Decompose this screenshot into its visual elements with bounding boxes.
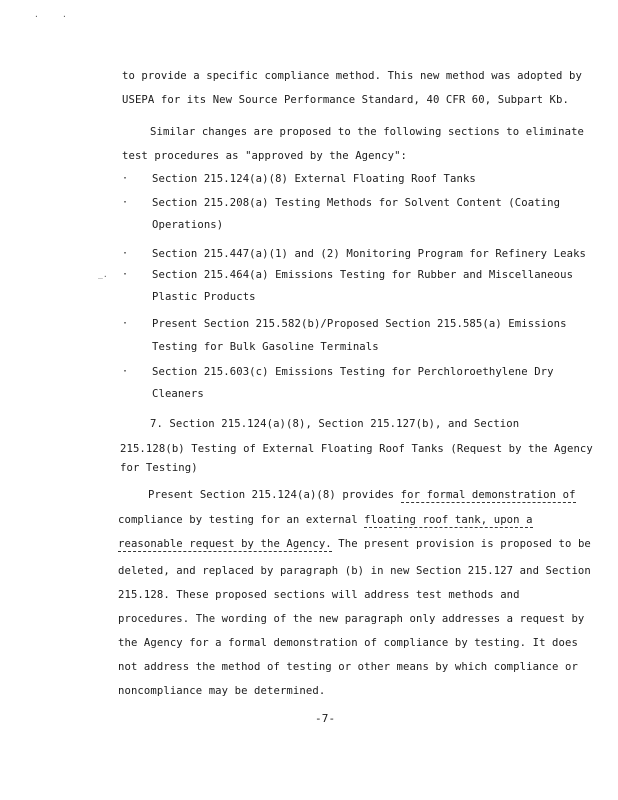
paragraph-3-line bbox=[118, 514, 533, 526]
scan-mark: · bbox=[34, 12, 39, 21]
bullet-item: Section 215.464(a) Emissions Testing for Rubber and Miscellaneous bbox=[152, 269, 574, 281]
paragraph-3-line bbox=[148, 489, 576, 501]
paragraph-3-line: noncompliance may be determined. bbox=[118, 685, 326, 697]
page-number: -7- bbox=[315, 712, 336, 725]
scan-mark: _. bbox=[98, 270, 108, 279]
underlined-phrase: reasonable request by the Agency. bbox=[118, 538, 332, 550]
underlined-phrase: for formal demonstration of bbox=[400, 489, 576, 501]
bullet-item: Section 215.124(a)(8) External Floating Roof Tanks bbox=[152, 173, 476, 185]
bullet-item: Section 215.447(a)(1) and (2) Monitoring Program for Refinery Leaks bbox=[152, 248, 587, 260]
bullet-dot: · bbox=[122, 173, 129, 184]
paragraph-3-line: procedures. The wording of the new paragraph only addresses a request by bbox=[118, 613, 585, 625]
paragraph-3-line: deleted, and replaced by paragraph (b) in new Section 215.127 and Section bbox=[118, 565, 591, 577]
bullet-item-continuation: Cleaners bbox=[152, 388, 204, 400]
bullet-dot: · bbox=[122, 318, 129, 329]
bullet-item-continuation: Testing for Bulk Gasoline Terminals bbox=[152, 341, 379, 353]
paragraph-1-line: to provide a specific compliance method. This new method was adopted by bbox=[122, 70, 582, 82]
item-7-heading: 7. Section 215.124(a)(8), Section 215.127(b), and Section bbox=[150, 418, 520, 430]
item-7-heading: for Testing) bbox=[120, 462, 198, 474]
item-7-heading: 215.128(b) Testing of External Floating Roof Tanks (Request by the Agency bbox=[120, 443, 593, 455]
paragraph-2-line: Similar changes are proposed to the following sections to eliminate bbox=[150, 126, 585, 138]
paragraph-3-text: The present provision is proposed to be bbox=[331, 538, 591, 550]
bullet-item: Section 215.603(c) Emissions Testing for Perchloroethylene Dry bbox=[152, 366, 554, 378]
bullet-item: Present Section 215.582(b)/Proposed Section 215.585(a) Emissions bbox=[152, 318, 567, 330]
bullet-dot: · bbox=[122, 197, 129, 208]
paragraph-3-line: the Agency for a formal demonstration of compliance by testing. It does bbox=[118, 637, 578, 649]
scan-mark: · bbox=[62, 12, 67, 21]
bullet-dot: · bbox=[122, 366, 129, 377]
underlined-phrase: floating roof tank, upon a bbox=[364, 514, 533, 526]
bullet-dot: · bbox=[122, 269, 129, 280]
paragraph-3-line bbox=[118, 538, 591, 550]
bullet-item-continuation: Plastic Products bbox=[152, 291, 256, 303]
paragraph-3-line: not address the method of testing or other means by which compliance or bbox=[118, 661, 578, 673]
paragraph-1-line: USEPA for its New Source Performance Standard, 40 CFR 60, Subpart Kb. bbox=[122, 94, 569, 106]
paragraph-3-text: Present Section 215.124(a)(8) provides bbox=[148, 489, 401, 501]
paragraph-2-line: test procedures as "approved by the Agency": bbox=[122, 150, 408, 162]
bullet-dot: · bbox=[122, 248, 129, 259]
bullet-item-continuation: Operations) bbox=[152, 219, 224, 231]
paragraph-3-text: compliance by testing for an external bbox=[118, 514, 365, 526]
paragraph-3-line: 215.128. These proposed sections will address test methods and bbox=[118, 589, 520, 601]
bullet-item: Section 215.208(a) Testing Methods for Solvent Content (Coating bbox=[152, 197, 561, 209]
